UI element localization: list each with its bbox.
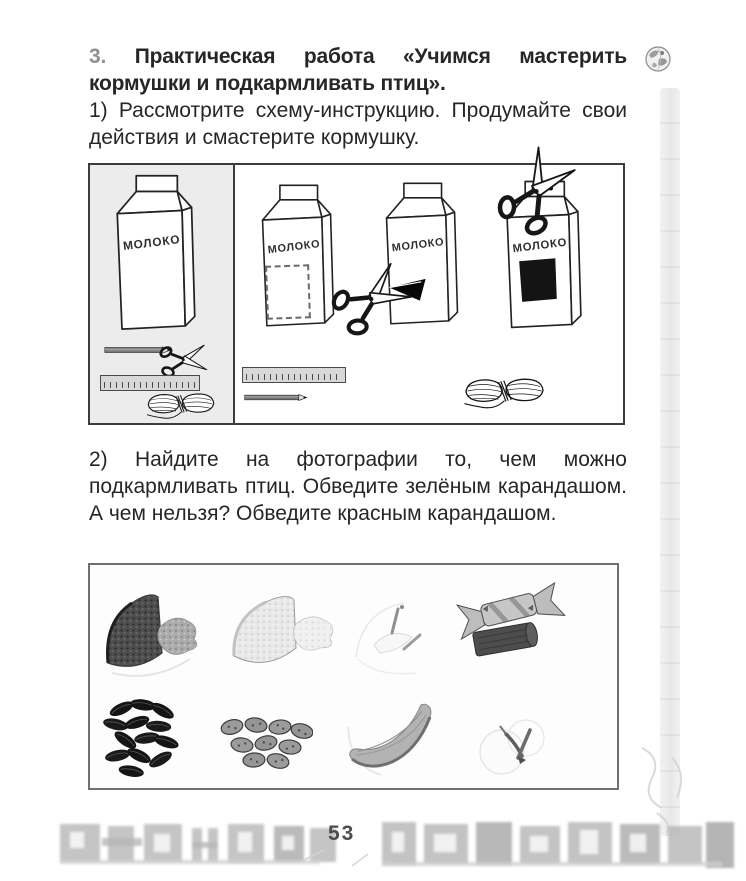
task-1-paragraph: 1) Рассмотрите схему-инструкцию. Продумайте свои действия и смастерите кормушку.	[89, 99, 627, 149]
text-column-2	[89, 446, 627, 527]
food-photo-grid	[88, 563, 619, 790]
orange-segment-photo	[342, 687, 442, 782]
twine-icon	[134, 387, 228, 421]
feeder-instruction-diagram	[88, 163, 625, 425]
page-edge-texture	[660, 88, 680, 836]
ruler-ticks	[246, 374, 342, 380]
heading-number: 3.	[89, 45, 107, 68]
dashed-cut-window	[265, 264, 311, 320]
heading-title: Практическая работа «Учимся мастерить кормушки и подкармливать птиц».	[89, 45, 627, 95]
ruler-icon	[242, 367, 346, 383]
heading	[89, 43, 627, 97]
cherries-faint-photo	[472, 700, 552, 780]
melon-seeds-photo	[218, 715, 313, 771]
pencil-icon	[242, 393, 308, 402]
globe-icon	[644, 44, 674, 76]
page-number: 53	[328, 822, 356, 845]
page-edge-strip	[660, 88, 680, 836]
sunflower-seeds-photo	[102, 695, 180, 783]
text-column	[89, 43, 627, 151]
candy-photo	[448, 577, 570, 657]
dark-bread-photo	[102, 587, 202, 679]
twine-icon	[452, 371, 557, 411]
watermark	[52, 816, 742, 874]
white-bread-photo	[226, 590, 342, 678]
milk-carton-icon	[102, 171, 210, 337]
task-2-paragraph: 2) Найдите на фотографии то, чем можно подкармливать птиц. Обведите зелёным карандашом. А чем нельзя? Обведите красным карандашом.	[89, 448, 627, 525]
apple-slices-faint-photo	[346, 593, 442, 683]
